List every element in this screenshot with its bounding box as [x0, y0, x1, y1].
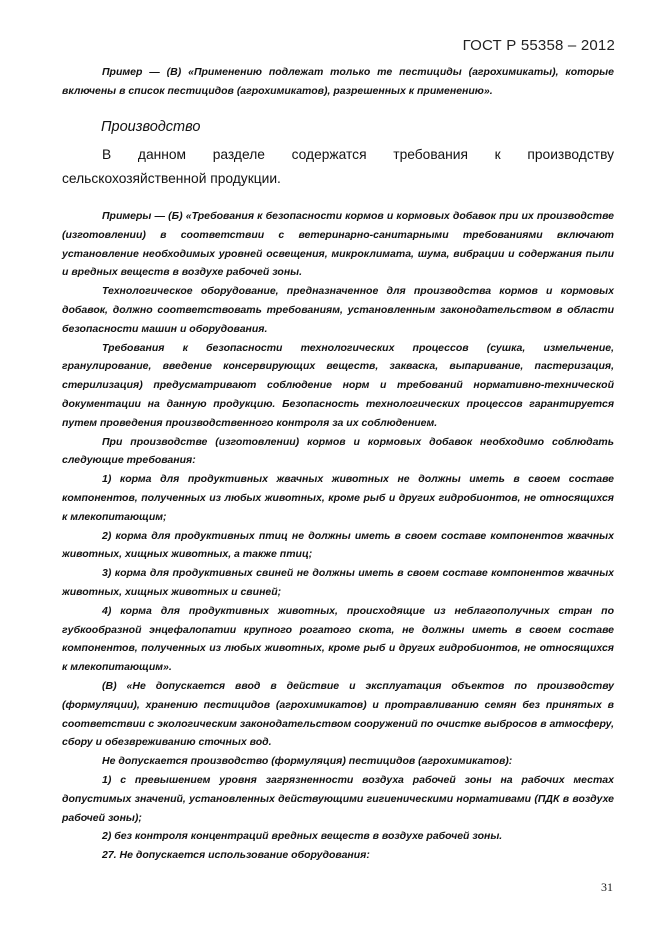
example-paragraph: При производстве (изготовлении) кормов и кормовых добавок необходимо соблюдать следующие требования:	[62, 435, 614, 467]
clause-heading: 27. Не допускается использование оборудования:	[102, 849, 370, 862]
examples-block	[62, 207, 614, 865]
list-item: 1) с превышением уровня загрязненности воздуха рабочей зоны на рабочих местах допустимых значений, установленных действующими гигиеническими нормативами (ПДК в воздухе рабочей зоны);	[62, 773, 614, 824]
example-paragraph: Пример — (В) «Применению подлежат только те пестициды (агрохимикаты), которые включены в список пестицидов (агрохимикатов), разрешенных к применению».	[62, 66, 614, 97]
example-paragraph: Не допускается производство (формуляция) пестицидов (агрохимикатов):	[102, 755, 513, 768]
list-item: 3) корма для продуктивных свиней не должны иметь в своем составе компонентов жвачных животных, хищных животных и свиней;	[62, 567, 614, 598]
example-intro-block	[62, 63, 614, 101]
section-intro: В данном разделе содержатся требования к производству сельскохозяйственной продукции.	[62, 147, 614, 186]
example-paragraph: (В) «Не допускается ввод в действие и эксплуатация объектов по производству (формуляции), хранению пестицидов (агрохимикатов) и протравливанию семян без принятых в соответствии с экологическим законодательством сооружений по очистке выбросов в атмосферу, сбору и обезвреживанию сточных вод.	[62, 679, 614, 749]
example-paragraph: Примеры — (Б) «Требования к безопасности кормов и кормовых добавок при их производстве (изготовлении) в соответствии с ветеринарно-санитарными требованиями включают установление необходимых уровней освещения, микроклимата, шума, вибрации и содержания пыли и вредных веществ в воздухе рабочей зоны.	[62, 210, 614, 279]
list-item: 2) корма для продуктивных птиц не должны иметь в своем составе компонентов жвачных животных, хищных животных, а также птиц;	[62, 529, 614, 561]
example-paragraph: Требования к безопасности технологических процессов (сушка, измельчение, гранулирование, введение консервирующих веществ, закваска, выпаривание, пастеризация, стерилизация) предусматривают соблюдение норм и требований нормативно-технической документации на данную продукцию. Безопасность технологических процессов гарантируется путем проведения производственного контроля за их соблюдением.	[62, 341, 614, 429]
list-item: 2) без контроля концентраций вредных веществ в воздухе рабочей зоны.	[102, 830, 503, 843]
list-item: 1) корма для продуктивных жвачных животных не должны иметь в своем составе компонентов, полученных из любых животных, кроме рыб и других гидробионтов, не относящихся к млекопитающим;	[62, 473, 614, 523]
list-item: 4) корма для продуктивных животных, происходящие из неблагополучных стран по губкообразной энцефалопатии крупного рогатого скота, не должны иметь в своем составе компонентов, полученных из любых животных, кроме рыб и других гидробионтов, не относящихся к млекопитающим».	[62, 604, 614, 674]
example-paragraph: Технологическое оборудование, предназначенное для производства кормов и кормовых добавок, должно соответствовать требованиям, установленным законодательством в области безопасности машин и оборудования.	[62, 285, 614, 335]
document-number: ГОСТ Р 55358 – 2012	[462, 37, 615, 54]
section-title: Производство	[101, 119, 201, 135]
page-number: 31	[601, 880, 613, 894]
